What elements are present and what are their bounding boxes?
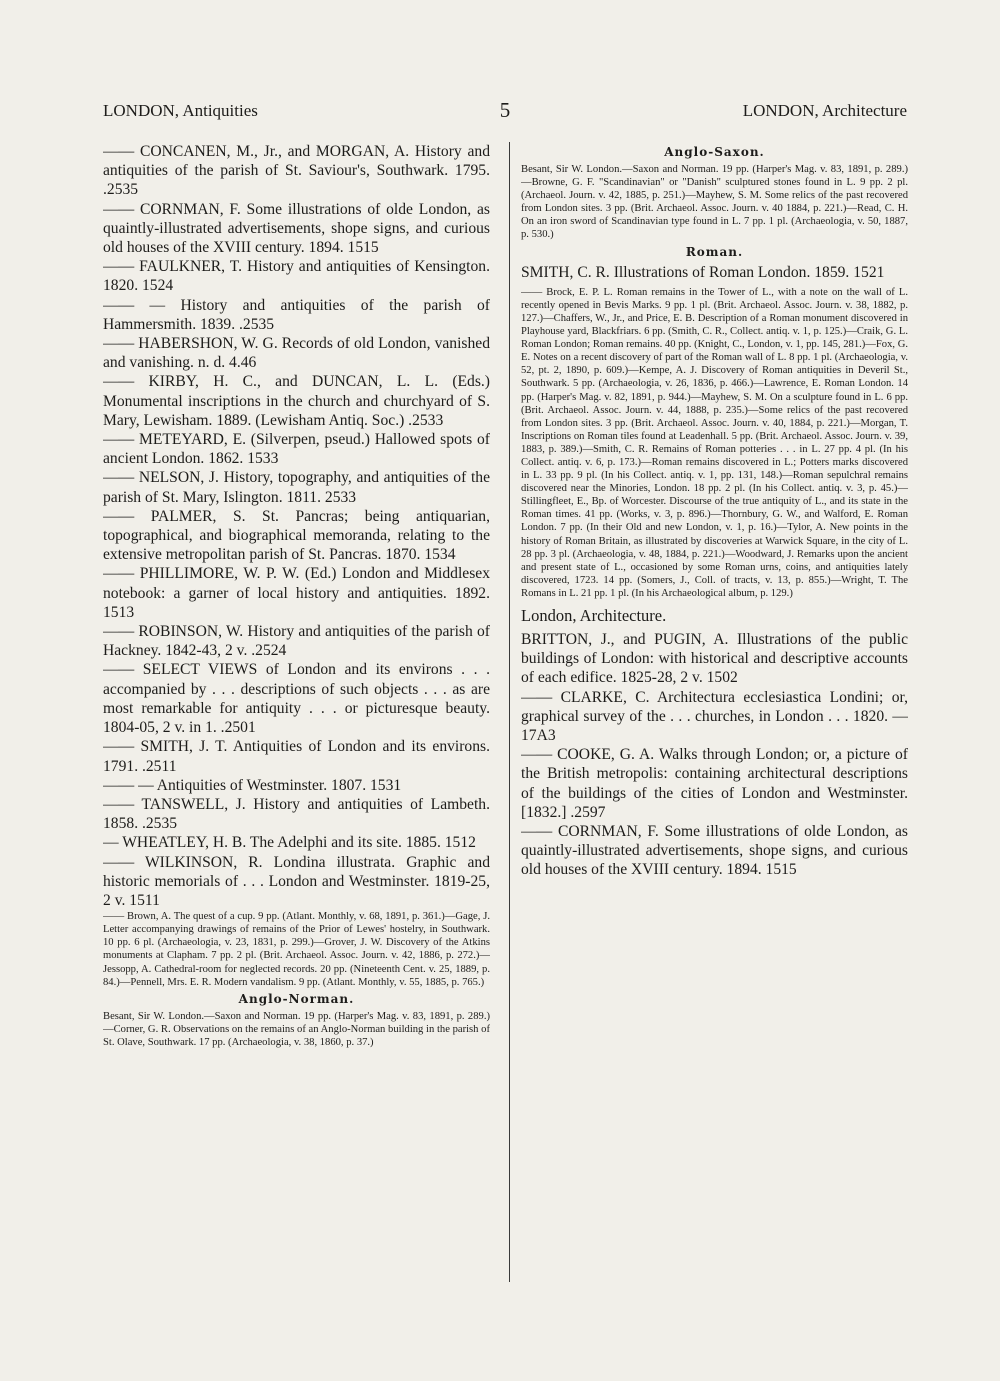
bibliography-entry: —— CLARKE, C. Architectura ecclesiastica Londini; or, graphical survey of the . . . churches, in London . . . 1820. —17A3 <box>521 688 908 745</box>
left-subhead-anglo-norman: Anglo-Norman. <box>238 991 355 1006</box>
bibliography-entry: —— NELSON, J. History, topography, and antiquities of the parish of St. Mary, Islington. 1811. 2533 <box>103 469 490 506</box>
bibliography-entry: —— SELECT VIEWS of London and its environs . . . accompanied by . . . descriptions of such objects . . . as are most remarkable for antiquity . . . or picturesque beauty. 1804-05, 2 v. in 1. .2501 <box>103 661 490 737</box>
bibliography-entry: —— TANSWELL, J. History and antiquities of Lambeth. 1858. .2535 <box>103 795 490 833</box>
bibliography-entry: —— CONCANEN, M., Jr., and MORGAN, A. History and antiquities of the parish of St. Saviour's, Southwark. 1795. .2535 <box>103 143 490 199</box>
right-subhead-roman: Roman. <box>685 244 744 259</box>
bibliography-entry: —— KIRBY, H. C., and DUNCAN, L. L. (Eds.) Monumental inscriptions in the church and churchyard of S. Mary, Lewisham. 1889. (Lewisham Antiq. Soc.) .2533 <box>103 373 490 429</box>
header-right: LONDON, Architecture <box>742 101 907 120</box>
page-header <box>103 98 907 127</box>
right-entry-list <box>521 630 908 880</box>
bibliography-entry: —— PALMER, S. St. Pancras; being antiquarian, topographical, and biographical memoranda, relating to the extensive metropolitan parish of St. Pancras. 1870. 1534 <box>103 507 490 564</box>
left-entry-list <box>103 142 490 910</box>
bibliography-entry: —— ROBINSON, W. History and antiquities of the parish of Hackney. 1842-43, 2 v. .2524 <box>103 623 490 660</box>
bibliography-entry: —— — Antiquities of Westminster. 1807. 1531 <box>103 776 402 794</box>
page-number: 5 <box>499 98 511 122</box>
bibliography-entry: —— — History and antiquities of the parish of Hammersmith. 1839. .2535 <box>103 296 490 333</box>
header-left: LONDON, Antiquities <box>103 101 258 120</box>
bibliography-entry: — WHEATLEY, H. B. The Adelphi and its site. 1885. 1512 <box>103 834 476 852</box>
bibliography-entry: —— HABERSHON, W. G. Records of old London, vanished and vanishing. n. d. 4.46 <box>103 335 490 372</box>
column-divider <box>509 142 510 1282</box>
bibliography-entry: BRITTON, J., and PUGIN, A. Illustrations of the public buildings of London: with historical and descriptive accounts of each edifice. 1825-28, 2 v. 1502 <box>521 631 908 687</box>
section-title-architecture: London, Architecture. <box>521 606 667 626</box>
right-subhead-anglo-saxon: Anglo-Saxon. <box>664 145 765 159</box>
bibliography-entry: —— PHILLIMORE, W. P. W. (Ed.) London and Middlesex notebook: a garner of local history and antiquities. 1892. 1513 <box>103 565 490 621</box>
bibliography-entry: —— METEYARD, E. (Silverpen, pseud.) Hallowed spots of ancient London. 1862. 1533 <box>103 431 490 468</box>
bibliography-entry: —— CORNMAN, F. Some illustrations of olde London, as quaintly-illustrated advertisements, shope signs, and curious old houses of the XVIII century. 1894. 1515 <box>103 200 490 257</box>
right-column <box>521 142 908 1292</box>
left-column <box>103 142 490 1292</box>
right-small-block-2: —— Brock, E. P. L. Roman remains in the Tower of L., with a note on the wall of L. recently opened in Bevis Marks. 9 pp. 1 pl. (Brit. Archaeol. Assoc. Journ. v. 38, 1882, p. 127.)—Chaffers, W., Jr., and Price, E. B. Description of a Roman monument discovered in Playhouse yard, Blackfriars. 6 pp. (Smith, C. R., Collect. antiq. v. 1, p. 125.)—Craik, G. L. Roman London; Roman remains. 40 pp. (Knight, C., London, v. 1, pp. 145, 281.)—Fox, G. E. Notes on a recent discovery of part of the Roman wall of L. 8 pp. 1 pl. (Archaeologia, v. 52, pt. 2, 1890, p. 609.)—Kempe, A. J. Discovery of Roman antiquities in Deveril St., Southwark. 5 pp. (Archaeologia, v. 26, 1836, p. 466.)—Lawrence, E. Roman London. 14 pp. (Harper's Mag. v. 82, 1891, p. 944.)—Mayhew, S. M. On a sculpture found in L. 6 pp. (Brit. Archaeol. Assoc. Journ. v. 44, 1888, p. 235.)—Some relics of the past recovered from London sites. 3 pp. (Brit. Archaeol. Assoc. Journ. v. 40, 1884, p. 221.)—Morgan, T. Inscriptions on Roman tiles found at Leadenhall. 5 pp. (Brit. Archaeol. Assoc. Journ. v. 39, 1883, p. 389.)—Smith, C. R. Remains of Roman potteries . . . in L. 27 pp. 4 pl. (In his Collect. antiq. v. 6, p. 173.)—Roman remains discovered in L.; Potters marks discovered in L. 33 pp. 9 pl. (In his Collect. antiq. v. 1, pp. 131, 148.)—Roman sepulchral remains discovered near the Minories, London. 18 pp. 2 pl. (In his Collect. antiq. v. 3, p. 45.)—Stillingfleet, E., Bp. of Worcester. Discourse of the true antiquity of L., and its state in the Roman times. 41 pp. (Works, v. 3, p. 896.)—Thornbury, G. W., and Walford, E. Roman London. 7 pp. (In their Old and new London, v. 1, p. 16.)—Tylor, A. New points in the history of Roman Britain, as illustrated by discoveries at Warwick Square, in the city of L. 28 pp. 3 pl. (Archaeologia, v. 48, 1884, p. 221.)—Woodward, J. Remarks upon the ancient and present state of L., occasioned by some Roman urns, coins, and antiquities lately discovered, 1723. 14 pp. (Somers, J., Coll. of tracts, v. 13, p. 855.)—Wright, T. The Romans in L. 21 pp. 1 pl. (In his Archaeological album, p. 129.) <box>521 286 908 599</box>
right-entry-roman: SMITH, C. R. Illustrations of Roman London. 1859. 1521 <box>521 263 885 281</box>
left-small-block-2: Besant, Sir W. London.—Saxon and Norman. 19 pp. (Harper's Mag. v. 83, 1891, p. 289.)—Corner, G. R. Observations on the remains of an Anglo-Norman building in the parish of St. Olave, Southwark. 17 pp. (Archaeologia, v. 38, 1860, p. 37.) <box>103 1010 490 1048</box>
left-small-block-1: —— Brown, A. The quest of a cup. 9 pp. (Atlant. Monthly, v. 68, 1891, p. 361.)—Gage, J. Letter accompanying drawings of remains of the Prior of Lewes' hostelry, in Southwark. 10 pp. 6 pl. (Archaeologia, v. 23, 1831, p. 299.)—Grover, J. W. Discovery of the Atkins monuments at Clapham. 7 pp. 2 pl. (Brit. Archaeol. Assoc. Journ. v. 42, 1886, p. 272.)—Jessopp, A. Cathedral-room for neglected records. 20 pp. (Nineteenth Cent. v. 25, 1889, p. 84.)—Pennell, Mrs. E. R. Modern vandalism. 9 pp. (Atlant. Monthly, v. 55, 1885, p. 765.) <box>103 911 490 988</box>
right-small-block-1: Besant, Sir W. London.—Saxon and Norman. 19 pp. (Harper's Mag. v. 83, 1891, p. 289.)—Browne, G. F. "Scandinavian" or "Danish" sculptured stones found in L. 9 pp. 2 pl. (Archaeol. Journ. v. 42, 1885, p. 251.)—Mayhew, S. M. Some relics of the past recovered from London sites. 3 pp. (Brit. Archaeol. Assoc. Journ. v. 40 1884, p. 221.)—Read, C. H. On an iron sword of Scandinavian type found in L. 7 pp. 1 pl. (Archaeologia, v. 50, 1887, p. 530.) <box>521 164 908 241</box>
bibliography-entry: —— SMITH, J. T. Antiquities of London and its environs. 1791. .2511 <box>103 738 490 775</box>
bibliography-entry: —— COOKE, G. A. Walks through London; or, a picture of the British metropolis: containing architectural descriptions of the buildings of the cities of London and Westminster. [1832.] .2597 <box>521 746 908 821</box>
bibliography-entry: —— CORNMAN, F. Some illustrations of olde London, as quaintly-illustrated advertisements, shope signs, and curious old houses of the XVIII century. 1894. 1515 <box>521 823 908 879</box>
bibliography-entry: —— FAULKNER, T. History and antiquities of Kensington. 1820. 1524 <box>103 258 490 295</box>
bibliography-entry: —— WILKINSON, R. Londina illustrata. Graphic and historic memorials of . . . London and Westminster. 1819-25, 2 v. 1511 <box>103 853 490 909</box>
